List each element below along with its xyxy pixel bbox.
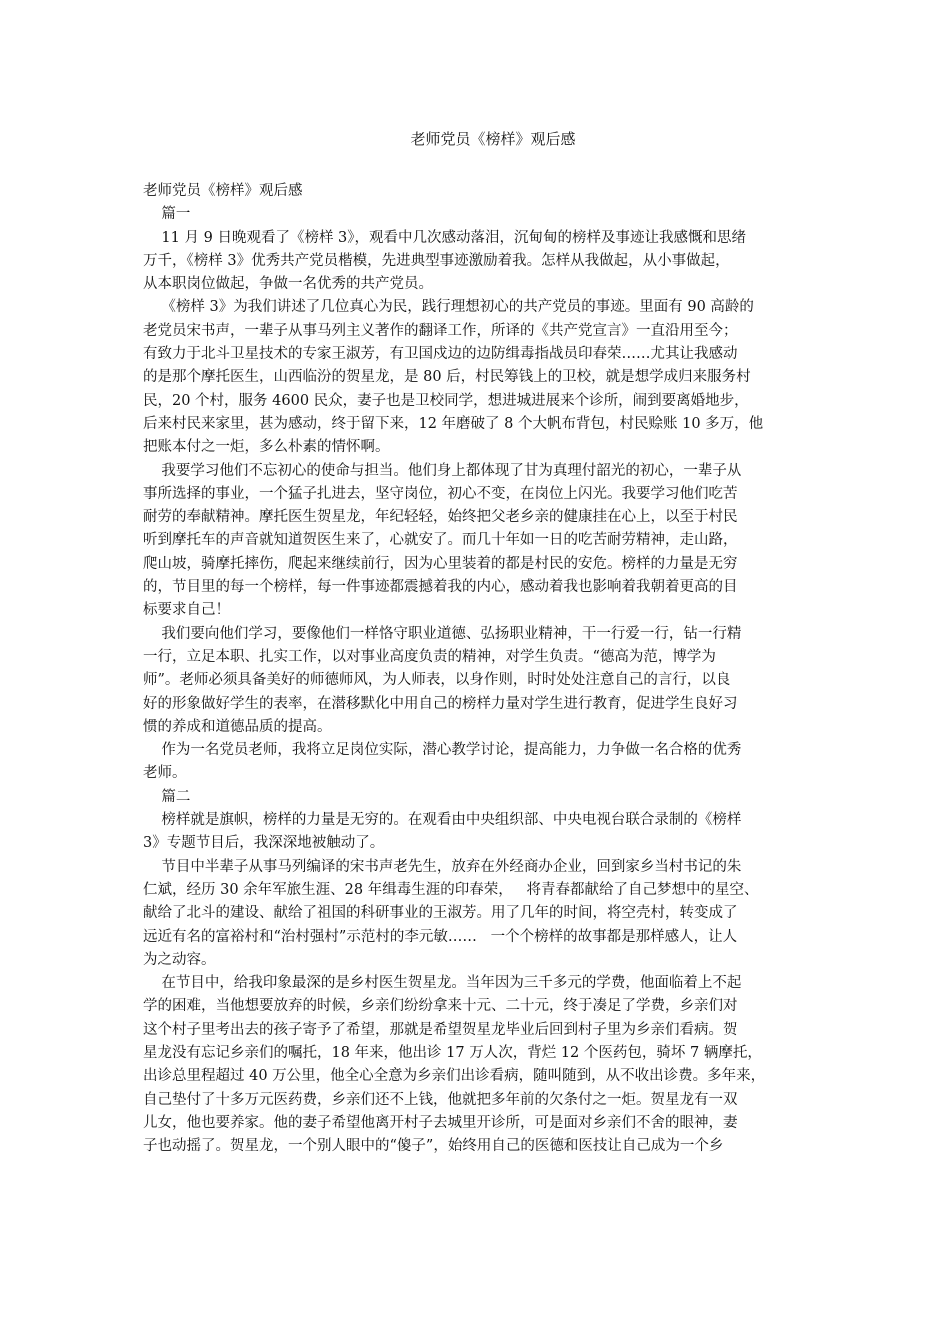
text-line: 师”。老师必须具备美好的师德师风，为人师表，以身作则，时时处处注意自己的言行，以良: [143, 672, 731, 689]
text-line: 老师。: [143, 765, 187, 782]
text-line: 《榜样 3》为我们讲述了几位真心为民，践行理想初心的共产党员的事迹。里面有 90 高龄的: [143, 299, 754, 316]
text-line: 出诊总里程超过 40 万公里，他全心全意为乡亲们出诊看病，随叫随到，从不收出诊费。多年来，: [143, 1068, 766, 1085]
text-line: 星龙没有忘记乡亲们的嘱托，18 年来，他出诊 17 万人次，背烂 12 个医药包，骑坏 7 辆摩托，: [143, 1044, 762, 1061]
text-line: 一行，立足本职、扎实工作，以对事业高度负责的精神，对学生负责。“德高为范，博学为: [143, 648, 716, 665]
text-line: 榜样就是旗帜，榜样的力量是无穷的。在观看由中央组织部、中央电视台联合录制的《榜样: [143, 812, 742, 829]
document-title: 老师党员《榜样》观后感: [410, 130, 576, 148]
document-page: [143, 128, 823, 1158]
text-line: 11 月 9 日晚观看了《榜样 3》，观看中几次感动落泪，沉甸甸的榜样及事迹让我感慨和思绪: [143, 229, 747, 246]
text-line: 的是那个摩托医生，山西临汾的贺星龙，是 80 后，村民筹钱上的卫校，就是想学成归来服务村: [143, 369, 751, 386]
text-line: 老师党员《榜样》观后感: [143, 183, 303, 199]
text-line: 篇二: [143, 788, 191, 805]
text-line: 事所选择的事业，一个猛子扎进去，坚守岗位，初心不变，在岗位上闪光。我要学习他们吃苦: [143, 485, 738, 502]
text-line: 子也动摇了。贺星龙，一个别人眼中的“傻子”，始终用自己的医德和医技让自己成为一个乡: [143, 1138, 724, 1155]
text-line: 仁斌，经历 30 余年军旅生涯、28 年缉毒生涯的印春荣， 将青春都献给了自己梦想中的星空、: [143, 881, 759, 898]
text-line: 听到摩托车的声音就知道贺医生来了，心就安了。而几十年如一日的吃苦耐劳精神，走山路，: [143, 532, 738, 549]
text-line: 好的形象做好学生的表率，在潜移默化中用自己的榜样力量对学生进行教育，促进学生良好习: [143, 695, 738, 712]
text-line: 儿女，他也要养家。他的妻子希望他离开村子去城里开诊所，可是面对乡亲们不舍的眼神，妻: [143, 1114, 738, 1131]
text-line: 耐劳的奉献精神。摩托医生贺星龙，年纪轻轻，始终把父老乡亲的健康挂在心上，以至于村民: [143, 509, 738, 526]
text-line: 标要求自己！: [143, 602, 230, 619]
document-body: [143, 180, 823, 1158]
text-line: 这个村子里考出去的孩子寄予了希望，那就是希望贺星龙毕业后回到村子里为乡亲们看病。贺: [143, 1021, 738, 1038]
text-line: 献给了北斗的建设、献给了祖国的科研事业的王淑芳。用了几年的时间，将空壳村，转变成了: [143, 905, 738, 922]
text-line: 篇一: [143, 206, 191, 223]
text-line: 作为一名党员老师，我将立足岗位实际，潜心教学讨论，提高能力，力争做一名合格的优秀: [143, 742, 742, 759]
text-line: 为之动容。: [143, 951, 216, 968]
text-line: 老党员宋书声，一辈子从事马列主义著作的翻译工作，所译的《共产党宣言》一直沿用至今；: [143, 322, 738, 339]
text-line: 的，节目里的每一个榜样，每一件事迹都震撼着我的内心，感动着我也影响着我朝着更高的目: [143, 579, 738, 596]
text-line: 自己垫付了十多万元医药费，乡亲们还不上钱，他就把多年前的欠条付之一炬。贺星龙有一双: [143, 1091, 738, 1108]
text-line: 惯的养成和道德品质的提高。: [143, 718, 332, 735]
text-line: 后来村民来家里，甚为感动，终于留下来，12 年磨破了 8 个大帆布背包，村民赊账 10 多万，他: [143, 415, 764, 432]
text-line: 爬山坡，骑摩托摔伤，爬起来继续前行，因为心里装着的都是村民的安危。榜样的力量是无穷: [143, 555, 738, 572]
text-line: 节目中半辈子从事马列编译的宋书声老先生，放弃在外经商办企业，回到家乡当村书记的朱: [143, 858, 742, 875]
text-line: 远近有名的富裕村和“治村强村”示范村的李元敏…… 一个个榜样的故事都是那样感人，让人: [143, 928, 738, 945]
text-line: 从本职岗位做起，争做一名优秀的共产党员。: [143, 276, 433, 293]
text-line: 民，20 个村，服务 4600 民众，妻子也是卫校同学，想进城进展来个诊所，闹到要离婚地步，: [143, 392, 749, 409]
text-line: 学的困难，当他想要放弃的时候，乡亲们纷纷拿来十元、二十元，终于凑足了学费，乡亲们对: [143, 998, 738, 1015]
text-line: 万千，《榜样 3》优秀共产党员楷模，先进典型事迹激励着我。怎样从我做起，从小事做起，: [143, 252, 730, 269]
text-line: 3》专题节目后，我深深地被触动了。: [143, 835, 385, 852]
text-line: 我们要向他们学习，要像他们一样恪守职业道德、弘扬职业精神，干一行爱一行，钻一行精: [143, 625, 742, 642]
text-line: 我要学习他们不忘初心的使命与担当。他们身上都体现了甘为真理付韶光的初心，一辈子从: [143, 462, 742, 479]
text-line: 在节目中，给我印象最深的是乡村医生贺星龙。当年因为三千多元的学费，他面临着上不起: [143, 975, 742, 992]
text-line: 把账本付之一炬，多么朴素的情怀啊。: [143, 439, 390, 456]
text-line: 有致力于北斗卫星技术的专家王淑芳，有卫国戍边的边防缉毒指战员印春荣……尤其让我感动: [143, 346, 738, 363]
